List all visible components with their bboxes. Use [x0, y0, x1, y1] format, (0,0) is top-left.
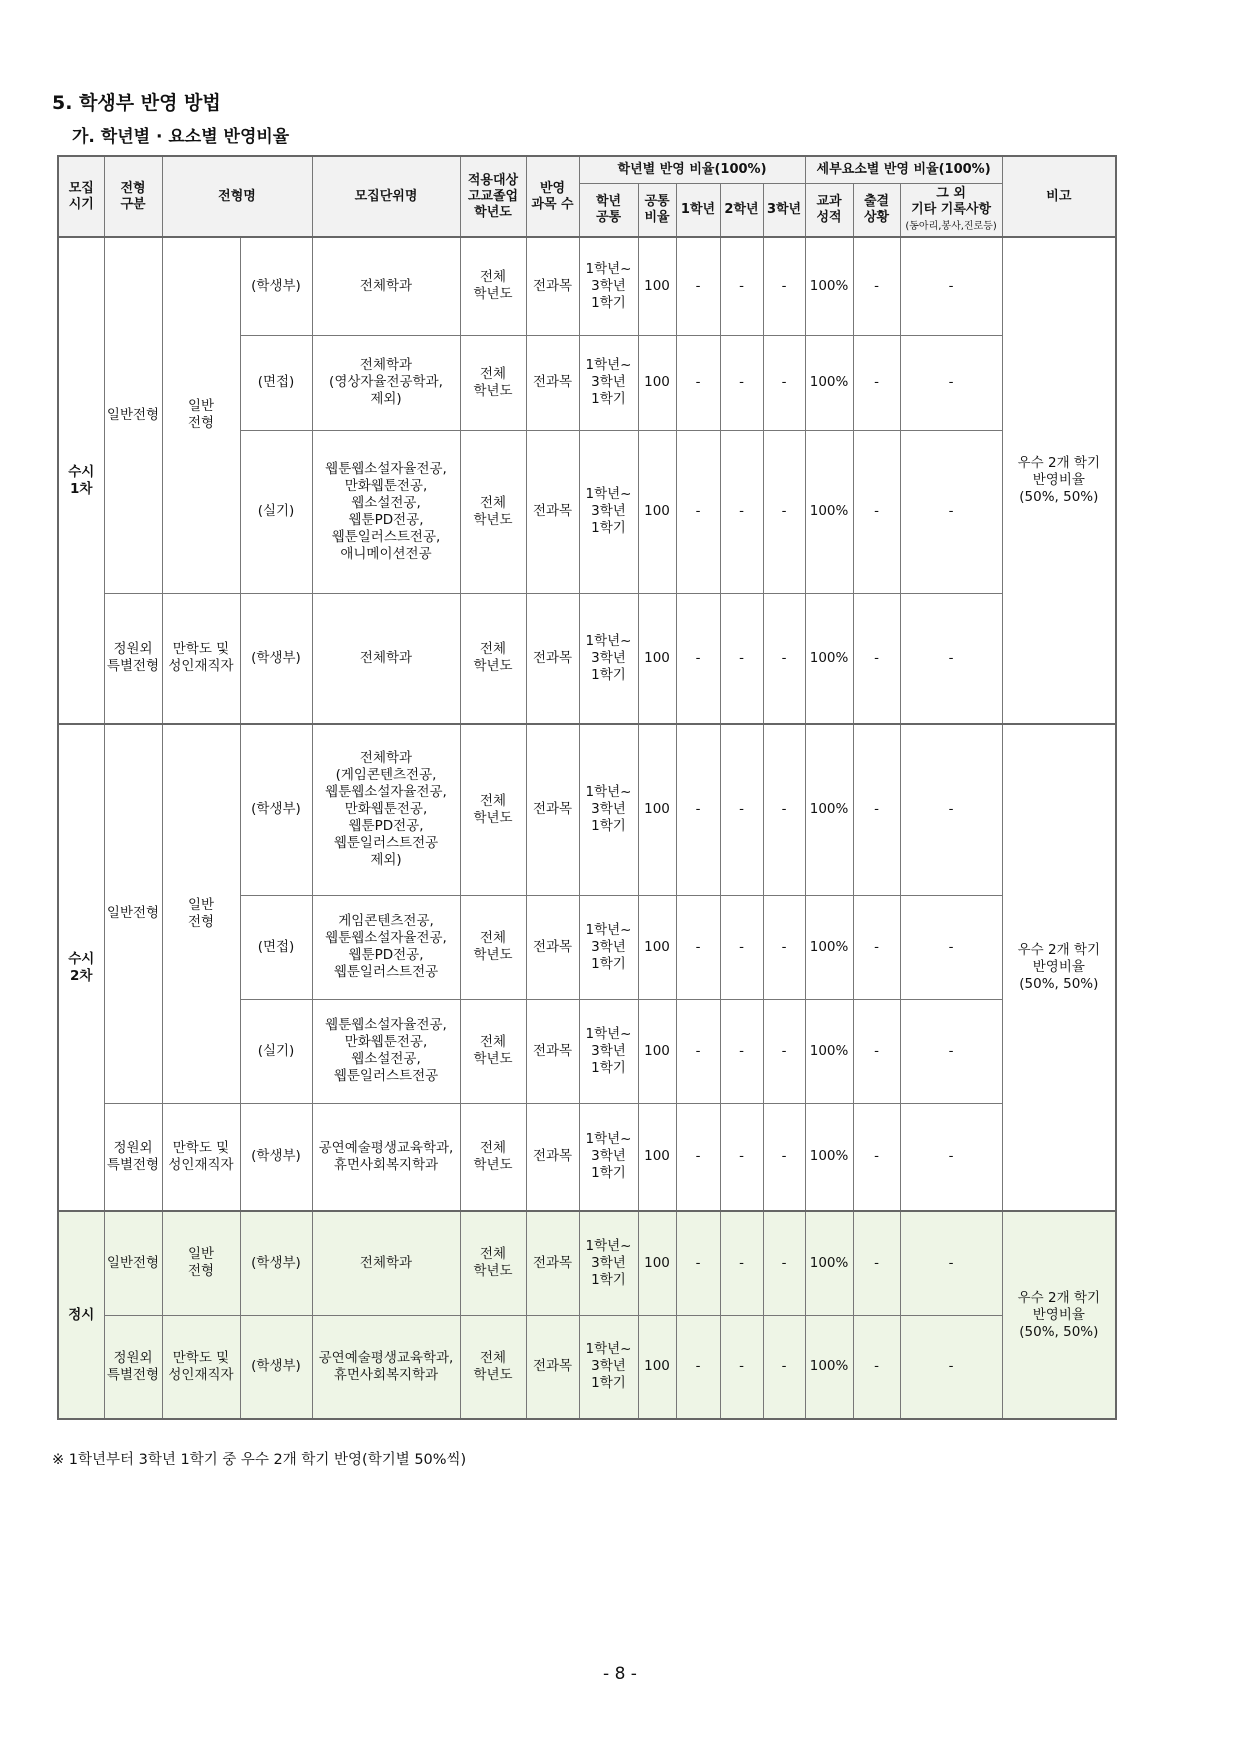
cell-grade-common: 1학년~ 3학년 1학기: [579, 1103, 638, 1211]
cell-attendance: -: [853, 1211, 900, 1315]
reflection-ratio-table: [57, 155, 1117, 1420]
cell-g1: -: [676, 1103, 720, 1211]
table-row: [58, 724, 1116, 895]
cell-target: 전체 학년도: [460, 895, 526, 999]
cell-other: -: [900, 237, 1002, 335]
cell-g1: -: [676, 237, 720, 335]
cell-attendance: -: [853, 999, 900, 1103]
cell-g2: -: [720, 335, 763, 430]
cell-unit: 웹툰웹소설자율전공, 만화웹툰전공, 웹소설전공, 웹툰일러스트전공: [312, 999, 460, 1103]
cell-g2: -: [720, 1315, 763, 1419]
cell-method: (학생부): [240, 1211, 312, 1315]
cell-method: (학생부): [240, 1103, 312, 1211]
cell-unit: 전체학과: [312, 237, 460, 335]
cell-g3: -: [763, 1211, 805, 1315]
cell-method: (실기): [240, 430, 312, 593]
cell-other: -: [900, 430, 1002, 593]
cell-subject-grade: 100%: [805, 724, 853, 895]
cell-g3: -: [763, 1103, 805, 1211]
table-row: [58, 237, 1116, 335]
cell-g1: -: [676, 1315, 720, 1419]
cell-name: 일반 전형: [162, 724, 240, 1103]
cell-target: 전체 학년도: [460, 430, 526, 593]
cell-unit: 전체학과 (영상자율전공학과, 제외): [312, 335, 460, 430]
cell-attendance: -: [853, 237, 900, 335]
cell-method: (학생부): [240, 724, 312, 895]
cell-g1: -: [676, 335, 720, 430]
cell-method: (학생부): [240, 593, 312, 724]
cell-grade-common: 1학년~ 3학년 1학기: [579, 999, 638, 1103]
cell-subjects: 전과목: [526, 335, 579, 430]
cell-subjects: 전과목: [526, 895, 579, 999]
cell-other: -: [900, 1211, 1002, 1315]
cell-attendance: -: [853, 724, 900, 895]
cell-method: (학생부): [240, 237, 312, 335]
cell-attendance: -: [853, 1103, 900, 1211]
cell-other: -: [900, 999, 1002, 1103]
cell-target: 전체 학년도: [460, 724, 526, 895]
cell-subject-grade: 100%: [805, 593, 853, 724]
cell-unit: 게임콘텐츠전공, 웹툰웹소설자율전공, 웹툰PD전공, 웹툰일러스트전공: [312, 895, 460, 999]
cell-subjects: 전과목: [526, 1211, 579, 1315]
header-common-ratio: 공통 비율: [638, 184, 676, 238]
header-remark: 비고: [1002, 156, 1116, 237]
header-time: 모집 시기: [58, 156, 104, 237]
cell-g2: -: [720, 593, 763, 724]
cell-time: 수시 1차: [58, 237, 104, 724]
cell-method: (면접): [240, 895, 312, 999]
cell-g1: -: [676, 895, 720, 999]
header-target: 적용대상 고교졸업 학년도: [460, 156, 526, 237]
header-other: [900, 184, 1002, 238]
cell-ratio: 100: [638, 1315, 676, 1419]
cell-subject-grade: 100%: [805, 335, 853, 430]
cell-type: 정원외 특별전형: [104, 593, 162, 724]
cell-subject-grade: 100%: [805, 1315, 853, 1419]
cell-g1: -: [676, 430, 720, 593]
cell-type: 정원외 특별전형: [104, 1315, 162, 1419]
cell-grade-common: 1학년~ 3학년 1학기: [579, 895, 638, 999]
cell-other: -: [900, 895, 1002, 999]
cell-time: 정시: [58, 1211, 104, 1419]
cell-method: (학생부): [240, 1315, 312, 1419]
cell-name: 만학도 및 성인재직자: [162, 593, 240, 724]
cell-grade-common: 1학년~ 3학년 1학기: [579, 1315, 638, 1419]
cell-type: 일반전형: [104, 1211, 162, 1315]
cell-subject-grade: 100%: [805, 1103, 853, 1211]
cell-g3: -: [763, 430, 805, 593]
cell-subject-grade: 100%: [805, 237, 853, 335]
cell-remark: 우수 2개 학기 반영비율 (50%, 50%): [1002, 724, 1116, 1211]
cell-unit: 공연예술평생교육학과, 휴먼사회복지학과: [312, 1103, 460, 1211]
header-grade-common: 학년 공통: [579, 184, 638, 238]
header-unit: 모집단위명: [312, 156, 460, 237]
section-susi-1: [58, 237, 1116, 724]
subsection-title: 가. 학년별 · 요소별 반영비율: [72, 127, 290, 147]
cell-unit: 공연예술평생교육학과, 휴먼사회복지학과: [312, 1315, 460, 1419]
header-grade-group: 학년별 반영 비율(100%): [579, 156, 805, 184]
section-susi-2: [58, 724, 1116, 1211]
page-number: - 8 -: [603, 1664, 637, 1684]
cell-unit: 전체학과 (게임콘텐츠전공, 웹툰웹소설자율전공, 만화웹툰전공, 웹툰PD전공, 웹툰일러스트전공 제외): [312, 724, 460, 895]
cell-ratio: 100: [638, 999, 676, 1103]
cell-grade-common: 1학년~ 3학년 1학기: [579, 1211, 638, 1315]
cell-g2: -: [720, 1103, 763, 1211]
cell-method: (면접): [240, 335, 312, 430]
cell-method: (실기): [240, 999, 312, 1103]
cell-other: -: [900, 1103, 1002, 1211]
cell-subjects: 전과목: [526, 593, 579, 724]
cell-remark: 우수 2개 학기 반영비율 (50%, 50%): [1002, 1211, 1116, 1419]
cell-ratio: 100: [638, 237, 676, 335]
cell-other: -: [900, 724, 1002, 895]
cell-unit: 웹툰웹소설자율전공, 만화웹툰전공, 웹소설전공, 웹툰PD전공, 웹툰일러스트전공, 애니메이션전공: [312, 430, 460, 593]
cell-grade-common: 1학년~ 3학년 1학기: [579, 430, 638, 593]
cell-grade-common: 1학년~ 3학년 1학기: [579, 237, 638, 335]
cell-ratio: 100: [638, 1103, 676, 1211]
cell-target: 전체 학년도: [460, 593, 526, 724]
cell-unit: 전체학과: [312, 593, 460, 724]
table-row: [58, 1103, 1116, 1211]
cell-target: 전체 학년도: [460, 1103, 526, 1211]
cell-target: 전체 학년도: [460, 1315, 526, 1419]
table-row: [58, 1211, 1116, 1315]
cell-ratio: 100: [638, 895, 676, 999]
cell-attendance: -: [853, 430, 900, 593]
header-grade-3: 3학년: [763, 184, 805, 238]
section-jeongsi: [58, 1211, 1116, 1419]
cell-time: 수시 2차: [58, 724, 104, 1211]
header-type: 전형 구분: [104, 156, 162, 237]
footnote: ※ 1학년부터 3학년 1학기 중 우수 2개 학기 반영(학기별 50%씩): [52, 1452, 467, 1468]
cell-attendance: -: [853, 1315, 900, 1419]
cell-target: 전체 학년도: [460, 999, 526, 1103]
cell-ratio: 100: [638, 335, 676, 430]
header-grade-2: 2학년: [720, 184, 763, 238]
cell-g3: -: [763, 237, 805, 335]
header-subjects: 반영 과목 수: [526, 156, 579, 237]
cell-subjects: 전과목: [526, 999, 579, 1103]
section-title: 5. 학생부 반영 방법: [52, 92, 221, 114]
cell-g1: -: [676, 999, 720, 1103]
cell-type: 정원외 특별전형: [104, 1103, 162, 1211]
header-grade-1: 1학년: [676, 184, 720, 238]
cell-ratio: 100: [638, 1211, 676, 1315]
cell-g2: -: [720, 895, 763, 999]
cell-ratio: 100: [638, 430, 676, 593]
cell-subjects: 전과목: [526, 1103, 579, 1211]
cell-remark: 우수 2개 학기 반영비율 (50%, 50%): [1002, 237, 1116, 724]
cell-g3: -: [763, 999, 805, 1103]
cell-type: 일반전형: [104, 724, 162, 1103]
cell-other: -: [900, 593, 1002, 724]
cell-g1: -: [676, 724, 720, 895]
cell-type: 일반전형: [104, 237, 162, 593]
header-other-note: (동아리,봉사,진로등): [905, 220, 997, 232]
cell-g2: -: [720, 237, 763, 335]
cell-g3: -: [763, 593, 805, 724]
cell-g1: -: [676, 1211, 720, 1315]
cell-name: 일반 전형: [162, 237, 240, 593]
cell-other: -: [900, 335, 1002, 430]
cell-g3: -: [763, 335, 805, 430]
cell-subject-grade: 100%: [805, 999, 853, 1103]
cell-target: 전체 학년도: [460, 237, 526, 335]
cell-g3: -: [763, 724, 805, 895]
header-other-label: 그 외 기타 기록사항: [911, 185, 992, 217]
cell-other: -: [900, 1315, 1002, 1419]
cell-g2: -: [720, 999, 763, 1103]
header-subject-grade: 교과 성적: [805, 184, 853, 238]
cell-attendance: -: [853, 593, 900, 724]
cell-attendance: -: [853, 335, 900, 430]
cell-name: 만학도 및 성인재직자: [162, 1103, 240, 1211]
cell-unit: 전체학과: [312, 1211, 460, 1315]
cell-g1: -: [676, 593, 720, 724]
cell-subjects: 전과목: [526, 430, 579, 593]
cell-subject-grade: 100%: [805, 895, 853, 999]
cell-subjects: 전과목: [526, 1315, 579, 1419]
cell-target: 전체 학년도: [460, 335, 526, 430]
cell-subject-grade: 100%: [805, 1211, 853, 1315]
cell-target: 전체 학년도: [460, 1211, 526, 1315]
cell-g2: -: [720, 430, 763, 593]
header-name: 전형명: [162, 156, 312, 237]
cell-subject-grade: 100%: [805, 430, 853, 593]
cell-grade-common: 1학년~ 3학년 1학기: [579, 335, 638, 430]
cell-subjects: 전과목: [526, 237, 579, 335]
header-detail-group: 세부요소별 반영 비율(100%): [805, 156, 1002, 184]
cell-subjects: 전과목: [526, 724, 579, 895]
cell-g3: -: [763, 895, 805, 999]
cell-g2: -: [720, 724, 763, 895]
cell-ratio: 100: [638, 724, 676, 895]
table-row: [58, 1315, 1116, 1419]
cell-attendance: -: [853, 895, 900, 999]
cell-g3: -: [763, 1315, 805, 1419]
cell-name: 만학도 및 성인재직자: [162, 1315, 240, 1419]
cell-g2: -: [720, 1211, 763, 1315]
cell-ratio: 100: [638, 593, 676, 724]
header-attendance: 출결 상황: [853, 184, 900, 238]
cell-grade-common: 1학년~ 3학년 1학기: [579, 724, 638, 895]
cell-grade-common: 1학년~ 3학년 1학기: [579, 593, 638, 724]
cell-name: 일반 전형: [162, 1211, 240, 1315]
table-row: [58, 593, 1116, 724]
